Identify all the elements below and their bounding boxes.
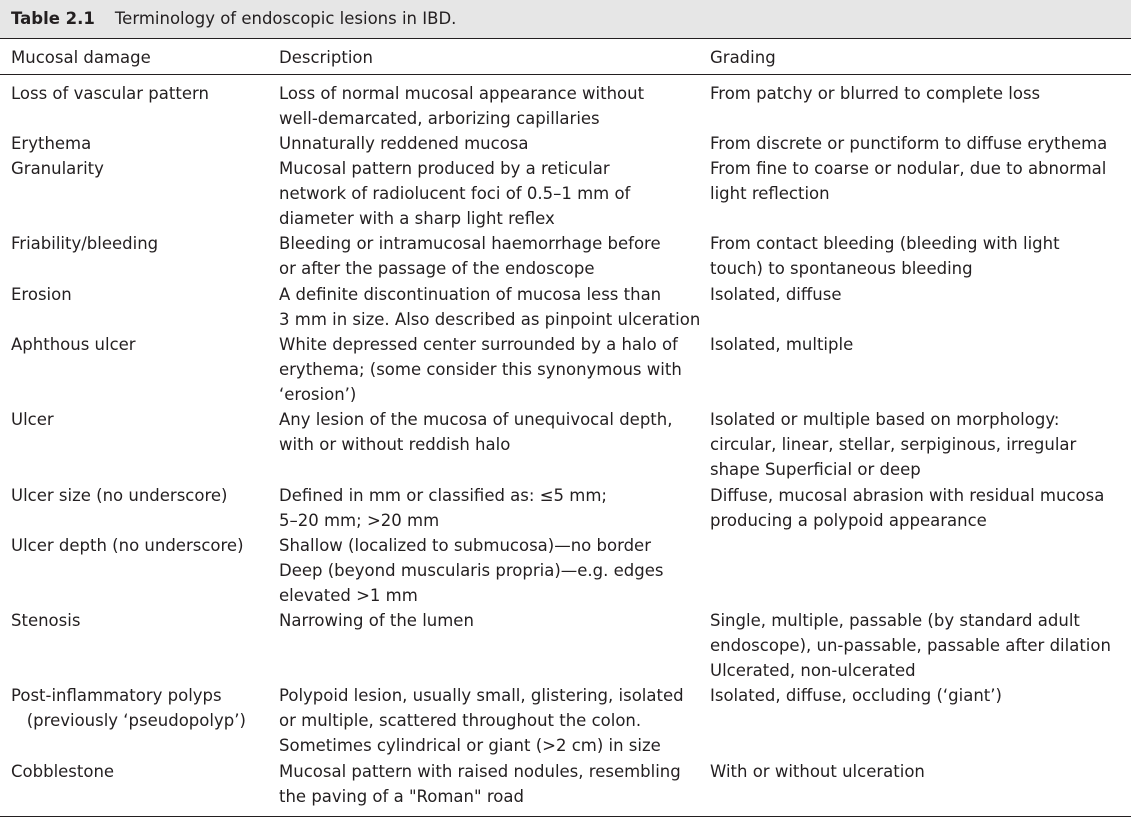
cell-grading: From contact bleeding (bleeding with light touch) to spontaneous bleeding (710, 234, 1060, 278)
cell-mucosal-damage: Aphthous ulcer (11, 335, 136, 354)
cell-description: Polypoid lesion, usually small, glistering, isolated or multiple, scattered throughout the colon. Sometimes cylindrical or giant (>2 cm) in size (279, 686, 684, 755)
cell-description: Shallow (localized to submucosa)—no border Deep (beyond muscularis propria)—e.g. edges elevated >1 mm (279, 536, 664, 605)
cell-grading: Diffuse, mucosal abrasion with residual mucosa producing a polypoid appearance (710, 486, 1105, 530)
cell-mucosal-damage: Granularity (11, 159, 104, 178)
top-rule (0, 38, 1131, 39)
cell-grading: From discrete or punctiform to diffuse erythema (710, 134, 1108, 153)
bottom-rule (0, 816, 1131, 817)
cell-description: A definite discontinuation of mucosa less than 3 mm in size. Also described as pinpoint ulceration (279, 285, 701, 329)
column-header-mucosal-damage: Mucosal damage (11, 48, 151, 67)
cell-mucosal-damage: Post-inflammatory polyps (previously ‘pseudopolyp’) (11, 686, 246, 730)
table-label: Table 2.1 (11, 9, 95, 28)
cell-mucosal-damage: Loss of vascular pattern (11, 84, 209, 103)
cell-description: Loss of normal mucosal appearance without well-demarcated, arborizing capillaries (279, 84, 645, 128)
cell-mucosal-damage: Ulcer depth (no underscore) (11, 536, 244, 555)
cell-mucosal-damage: Erosion (11, 285, 72, 304)
cell-description: Unnaturally reddened mucosa (279, 134, 529, 153)
cell-description: Any lesion of the mucosa of unequivocal depth, with or without reddish halo (279, 410, 673, 454)
table-title: Terminology of endoscopic lesions in IBD. (114, 9, 457, 28)
table-caption (11, 8, 456, 30)
cell-description: Narrowing of the lumen (279, 611, 474, 630)
cell-mucosal-damage: Ulcer (11, 410, 54, 429)
cell-mucosal-damage: Stenosis (11, 611, 81, 630)
cell-grading: From patchy or blurred to complete loss (710, 84, 1041, 103)
column-header-grading: Grading (710, 48, 776, 67)
cell-mucosal-damage: Cobblestone (11, 762, 115, 781)
cell-grading: Single, multiple, passable (by standard adult endoscope), un-passable, passable after dilation Ulcerated, non-ulcerated (710, 611, 1111, 680)
column-header-description: Description (279, 48, 373, 67)
cell-description: Defined in mm or classified as: ≤5 mm; 5–20 mm; >20 mm (279, 486, 607, 530)
cell-grading: Isolated, diffuse (710, 285, 842, 304)
cell-grading: Isolated, multiple (710, 335, 854, 354)
cell-mucosal-damage: Friability/bleeding (11, 234, 159, 253)
header-rule (0, 74, 1131, 75)
cell-grading: With or without ulceration (710, 762, 925, 781)
cell-grading: Isolated or multiple based on morphology: circular, linear, stellar, serpiginous, irregular shape Superficial or deep (710, 410, 1077, 479)
cell-description: Bleeding or intramucosal haemorrhage before or after the passage of the endoscope (279, 234, 661, 278)
cell-grading: Isolated, diffuse, occluding (‘giant’) (710, 686, 1002, 705)
cell-mucosal-damage: Ulcer size (no underscore) (11, 486, 228, 505)
cell-description: White depressed center surrounded by a halo of erythema; (some consider this synonymous with ‘erosion’) (279, 335, 682, 404)
cell-mucosal-damage: Erythema (11, 134, 92, 153)
cell-grading: From fine to coarse or nodular, due to abnormal light reflection (710, 159, 1107, 203)
cell-description: Mucosal pattern with raised nodules, resembling the paving of a "Roman" road (279, 762, 681, 806)
cell-description: Mucosal pattern produced by a reticular network of radiolucent foci of 0.5–1 mm of diameter with a sharp light reflex (279, 159, 631, 228)
